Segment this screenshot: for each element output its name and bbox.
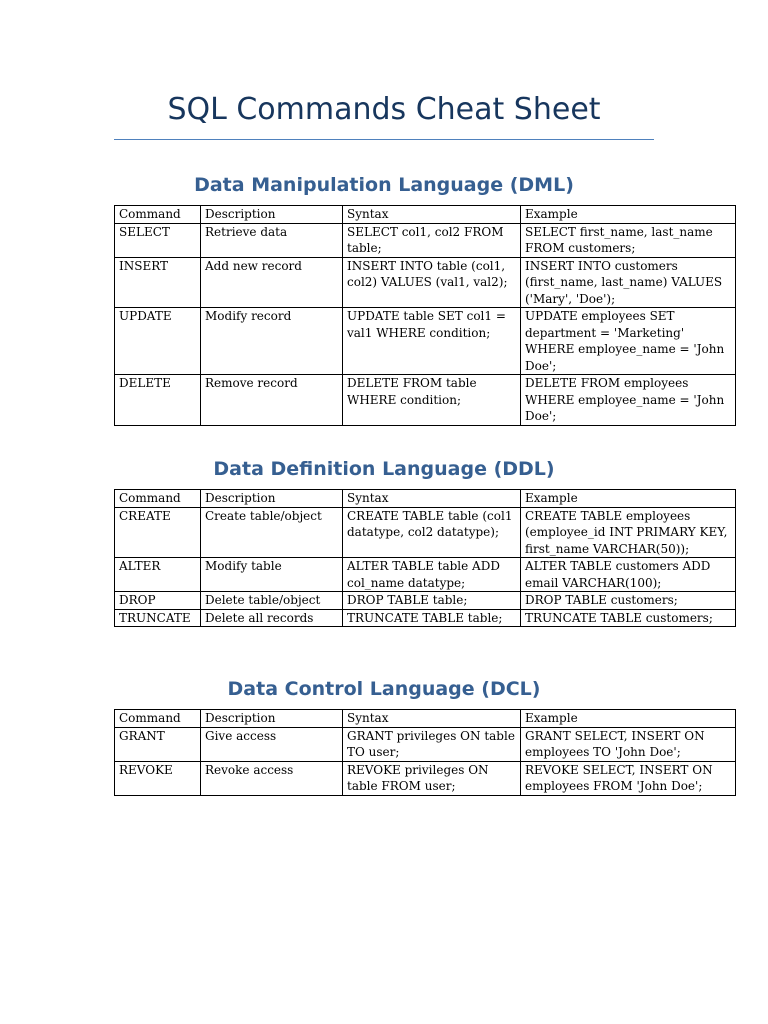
example-cell: CREATE TABLE employees (employee_id INT PRIMARY KEY, first_name VARCHAR(50)); [521,507,736,558]
syntax-cell: SELECT col1, col2 FROM table; [343,223,521,257]
command-cell: SELECT [115,223,201,257]
syntax-cell: ALTER TABLE table ADD col_name datatype; [343,558,521,592]
example-cell: DROP TABLE customers; [521,592,736,610]
syntax-cell: TRUNCATE TABLE table; [343,609,521,627]
syntax-cell: REVOKE privileges ON table FROM user; [343,761,521,795]
syntax-cell: INSERT INTO table (col1, col2) VALUES (val1, val2); [343,257,521,308]
description-cell: Create table/object [201,507,343,558]
table-row [115,761,736,795]
command-cell: REVOKE [115,761,201,795]
description-cell: Retrieve data [201,223,343,257]
example-cell: SELECT first_name, last_name FROM customers; [521,223,736,257]
description-cell: Modify table [201,558,343,592]
description-cell: Revoke access [201,761,343,795]
header-cell: Example [521,206,736,224]
syntax-cell: DROP TABLE table; [343,592,521,610]
example-cell: INSERT INTO customers (first_name, last_name) VALUES ('Mary', 'Doe'); [521,257,736,308]
header-cell: Syntax [343,490,521,508]
header-cell: Description [201,490,343,508]
command-cell: GRANT [115,727,201,761]
title-underline [114,139,654,140]
syntax-cell: UPDATE table SET col1 = val1 WHERE condition; [343,308,521,375]
table-row [115,558,736,592]
command-cell: UPDATE [115,308,201,375]
header-cell: Command [115,490,201,508]
header-cell: Syntax [343,710,521,728]
table-row [115,592,736,610]
header-cell: Command [115,710,201,728]
description-cell: Delete table/object [201,592,343,610]
header-cell: Syntax [343,206,521,224]
syntax-cell: GRANT privileges ON table TO user; [343,727,521,761]
header-cell: Command [115,206,201,224]
table-row [115,507,736,558]
command-cell: DROP [115,592,201,610]
description-cell: Remove record [201,375,343,426]
command-cell: DELETE [115,375,201,426]
syntax-cell: DELETE FROM table WHERE condition; [343,375,521,426]
table-row [115,375,736,426]
syntax-cell: CREATE TABLE table (col1 datatype, col2 datatype); [343,507,521,558]
example-cell: DELETE FROM employees WHERE employee_name = 'John Doe'; [521,375,736,426]
command-cell: CREATE [115,507,201,558]
dml-table [114,205,736,426]
section-heading-ddl: Data Definition Language (DDL) [213,458,555,480]
table-header-row [115,206,736,224]
table-row [115,609,736,627]
example-cell: TRUNCATE TABLE customers; [521,609,736,627]
header-cell: Description [201,206,343,224]
header-cell: Description [201,710,343,728]
table-row [115,308,736,375]
page-title: SQL Commands Cheat Sheet [167,92,601,127]
description-cell: Delete all records [201,609,343,627]
example-cell: ALTER TABLE customers ADD email VARCHAR(100); [521,558,736,592]
command-cell: ALTER [115,558,201,592]
example-cell: GRANT SELECT, INSERT ON employees TO 'John Doe'; [521,727,736,761]
table-header-row [115,710,736,728]
ddl-table [114,489,736,627]
command-cell: INSERT [115,257,201,308]
header-cell: Example [521,710,736,728]
section-heading-dcl: Data Control Language (DCL) [227,678,541,700]
description-cell: Add new record [201,257,343,308]
dcl-table [114,709,736,796]
example-cell: UPDATE employees SET department = 'Marketing' WHERE employee_name = 'John Doe'; [521,308,736,375]
command-cell: TRUNCATE [115,609,201,627]
header-cell: Example [521,490,736,508]
table-row [115,223,736,257]
section-heading-dml: Data Manipulation Language (DML) [194,174,574,196]
table-row [115,727,736,761]
description-cell: Give access [201,727,343,761]
description-cell: Modify record [201,308,343,375]
table-row [115,257,736,308]
example-cell: REVOKE SELECT, INSERT ON employees FROM 'John Doe'; [521,761,736,795]
table-header-row [115,490,736,508]
